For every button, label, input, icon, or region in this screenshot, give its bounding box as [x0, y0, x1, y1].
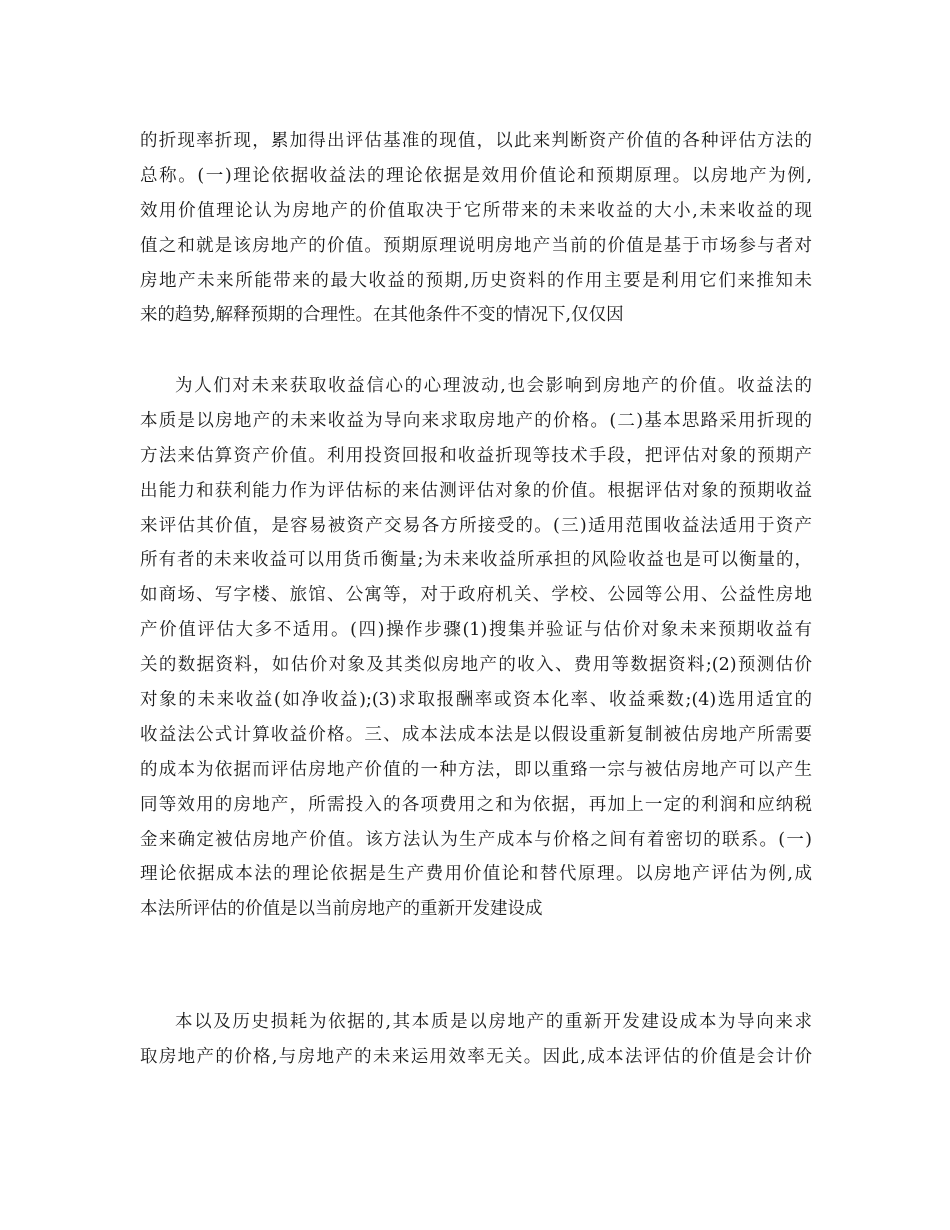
text-line: 为人们对未来获取收益信心的心理波动,也会影响到房地产的价值。收益法的 [175, 376, 812, 396]
text-line: 出能力和获利能力作为评估标的来估测评估对象的价值。根据评估对象的预期收益 [140, 480, 812, 501]
text-line: 效用价值理论认为房地产的价值取决于它所带来的未来收益的大小,未来收益的现 [140, 200, 812, 221]
text-line: 取房地产的价格,与房地产的未来运用效率无关。因此,成本法评估的价值是会计价 [140, 1046, 812, 1067]
text-line: 所有者的未来收益可以用货币衡量;为未来收益所承担的风险收益也是可以衡量的， [140, 550, 812, 571]
text-line: 收益法公式计算收益价格。三、成本法成本法是以假设重新复制被估房地产所需要 [140, 724, 812, 745]
text-line: 对象的未来收益(如净收益);(3)求取报酬率或资本化率、收益乘数;(4)选用适宜的 [140, 690, 812, 711]
text-line: 房地产未来所能带来的最大收益的预期,历史资料的作用主要是利用它们来推知未 [140, 270, 812, 291]
text-line: 金来确定被估房地产价值。该方法认为生产成本与价格之间有着密切的联系。(一) [140, 829, 812, 850]
text-line: 本以及历史损耗为依据的,其本质是以房地产的重新开发建设成本为导向来求 [175, 1012, 812, 1032]
text-line: 方法来估算资产价值。利用投资回报和收益折现等技术手段，把评估对象的预期产 [140, 445, 812, 466]
text-line: 本法所评估的价值是以当前房地产的重新开发建设成 [140, 899, 543, 920]
text-line: 值之和就是该房地产的价值。预期原理说明房地产当前的价值是基于市场参与者对 [140, 235, 812, 256]
text-line: 来评估其价值，是容易被资产交易各方所接受的。(三)适用范围收益法适用于资产 [140, 515, 812, 536]
text-line: 本质是以房地产的未来收益为导向来求取房地产的价格。(二)基本思路采用折现的 [140, 410, 812, 431]
text-line: 关的数据资料，如估价对象及其类似房地产的收入、费用等数据资料;(2)预测估价 [140, 655, 812, 676]
paragraph-1 [140, 124, 812, 333]
text-line: 的折现率折现，累加得出评估基准的现值，以此来判断资产价值的各种评估方法的 [140, 131, 812, 151]
text-line: 理论依据成本法的理论依据是生产费用价值论和替代原理。以房地产评估为例,成 [140, 864, 812, 885]
text-line: 来的趋势,解释预期的合理性。在其他条件不变的情况下,仅仅因 [140, 305, 624, 326]
paragraph-2 [140, 369, 812, 927]
text-line: 同等效用的房地产，所需投入的各项费用之和为依据，再加上一定的利润和应纳税 [140, 794, 812, 815]
text-line: 如商场、写字楼、旅馆、公寓等，对于政府机关、学校、公园等公用、公益性房地 [140, 585, 812, 606]
text-line: 的成本为依据而评估房地产价值的一种方法，即以重臵一宗与被估房地产可以产生 [140, 759, 812, 780]
text-line: 总称。(一)理论依据收益法的理论依据是效用价值论和预期原理。以房地产为例, [140, 165, 812, 186]
paragraph-3 [140, 1005, 812, 1075]
text-line: 产价值评估大多不适用。(四)操作步骤(1)搜集并验证与估价对象未来预期收益有 [140, 620, 812, 641]
